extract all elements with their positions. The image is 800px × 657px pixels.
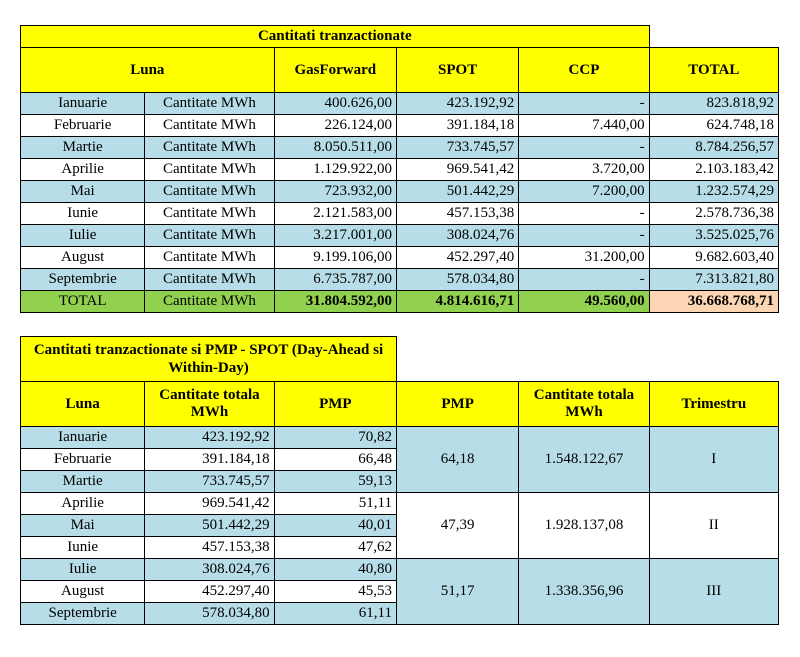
table-row [21, 181, 779, 203]
total-gasforward: 31.804.592,00 [274, 291, 396, 313]
unit-cell: Cantitate MWh [145, 225, 274, 247]
total-label: TOTAL [21, 291, 145, 313]
month-cell: Februarie [21, 449, 145, 471]
month-cell: Mai [21, 181, 145, 203]
gasforward-cell: 400.626,00 [274, 93, 396, 115]
pmp-cell: 61,11 [274, 603, 396, 625]
qty-cell: 457.153,38 [145, 537, 274, 559]
quarter-qty-cell: 1.338.356,96 [519, 559, 649, 625]
ccp-cell: - [519, 269, 649, 291]
month-cell: Martie [21, 471, 145, 493]
unit-cell: Cantitate MWh [145, 203, 274, 225]
quarter-qty-cell: 1.928.137,08 [519, 493, 649, 559]
header2-pmp: PMP [274, 382, 396, 427]
gasforward-cell: 226.124,00 [274, 115, 396, 137]
gasforward-cell: 6.735.787,00 [274, 269, 396, 291]
table-row [21, 427, 779, 449]
pmp-cell: 40,01 [274, 515, 396, 537]
pmp-cell: 47,62 [274, 537, 396, 559]
table-cantitati-tranzactionate [20, 25, 779, 313]
header2-cantitate-quarter: Cantitate totala MWh [519, 382, 649, 427]
spot-cell: 391.184,18 [396, 115, 518, 137]
table-row [21, 225, 779, 247]
pmp-cell: 70,82 [274, 427, 396, 449]
table1-title: Cantitati tranzactionate [21, 26, 650, 48]
table-row [21, 159, 779, 181]
table-row [21, 247, 779, 269]
total-cell: 823.818,92 [649, 93, 778, 115]
table-row [21, 137, 779, 159]
header2-cantitate: Cantitate totala MWh [145, 382, 274, 427]
unit-cell: Cantitate MWh [145, 137, 274, 159]
spot-cell: 457.153,38 [396, 203, 518, 225]
header-total: TOTAL [649, 48, 778, 93]
spot-cell: 969.541,42 [396, 159, 518, 181]
month-cell: Aprilie [21, 493, 145, 515]
qty-cell: 423.192,92 [145, 427, 274, 449]
pmp-cell: 40,80 [274, 559, 396, 581]
spot-cell: 578.034,80 [396, 269, 518, 291]
total-cell: 2.103.183,42 [649, 159, 778, 181]
month-cell: August [21, 581, 145, 603]
header-gasforward: GasForward [274, 48, 396, 93]
header-ccp: CCP [519, 48, 649, 93]
total-cell: 624.748,18 [649, 115, 778, 137]
quarter-pmp-cell: 51,17 [396, 559, 518, 625]
ccp-cell: - [519, 203, 649, 225]
spot-cell: 733.745,57 [396, 137, 518, 159]
header2-trimestru: Trimestru [649, 382, 778, 427]
quarter-label-cell: I [649, 427, 778, 493]
spot-cell: 452.297,40 [396, 247, 518, 269]
month-cell: Iunie [21, 537, 145, 559]
month-cell: Iulie [21, 559, 145, 581]
pmp-cell: 59,13 [274, 471, 396, 493]
total-total: 36.668.768,71 [649, 291, 778, 313]
total-cell: 2.578.736,38 [649, 203, 778, 225]
total-cell: 3.525.025,76 [649, 225, 778, 247]
qty-cell: 733.745,57 [145, 471, 274, 493]
gasforward-cell: 8.050.511,00 [274, 137, 396, 159]
table-row [21, 203, 779, 225]
ccp-cell: 7.200,00 [519, 181, 649, 203]
header-spot: SPOT [396, 48, 518, 93]
pmp-cell: 51,11 [274, 493, 396, 515]
quarter-pmp-cell: 47,39 [396, 493, 518, 559]
header2-luna: Luna [21, 382, 145, 427]
qty-cell: 969.541,42 [145, 493, 274, 515]
total-row [21, 291, 779, 313]
month-cell: Septembrie [21, 269, 145, 291]
table-row [21, 559, 779, 581]
total-cell: 9.682.603,40 [649, 247, 778, 269]
unit-cell: Cantitate MWh [145, 93, 274, 115]
month-cell: Ianuarie [21, 427, 145, 449]
month-cell: August [21, 247, 145, 269]
unit-cell: Cantitate MWh [145, 115, 274, 137]
month-cell: Februarie [21, 115, 145, 137]
month-cell: Mai [21, 515, 145, 537]
table-row [21, 493, 779, 515]
month-cell: Martie [21, 137, 145, 159]
spot-cell: 501.442,29 [396, 181, 518, 203]
ccp-cell: - [519, 93, 649, 115]
total-cell: 8.784.256,57 [649, 137, 778, 159]
total-spot: 4.814.616,71 [396, 291, 518, 313]
table-pmp-spot [20, 336, 779, 625]
total-cell: 7.313.821,80 [649, 269, 778, 291]
ccp-cell: - [519, 225, 649, 247]
quarter-qty-cell: 1.548.122,67 [519, 427, 649, 493]
month-cell: Septembrie [21, 603, 145, 625]
month-cell: Iunie [21, 203, 145, 225]
quarter-label-cell: II [649, 493, 778, 559]
unit-cell: Cantitate MWh [145, 247, 274, 269]
gasforward-cell: 1.129.922,00 [274, 159, 396, 181]
table-row [21, 115, 779, 137]
pmp-cell: 45,53 [274, 581, 396, 603]
qty-cell: 578.034,80 [145, 603, 274, 625]
gasforward-cell: 2.121.583,00 [274, 203, 396, 225]
month-cell: Iulie [21, 225, 145, 247]
ccp-cell: 3.720,00 [519, 159, 649, 181]
table-row [21, 269, 779, 291]
table-row [21, 93, 779, 115]
total-unit: Cantitate MWh [145, 291, 274, 313]
pmp-cell: 66,48 [274, 449, 396, 471]
month-cell: Ianuarie [21, 93, 145, 115]
gasforward-cell: 723.932,00 [274, 181, 396, 203]
total-ccp: 49.560,00 [519, 291, 649, 313]
qty-cell: 452.297,40 [145, 581, 274, 603]
month-cell: Aprilie [21, 159, 145, 181]
unit-cell: Cantitate MWh [145, 269, 274, 291]
spot-cell: 308.024,76 [396, 225, 518, 247]
qty-cell: 391.184,18 [145, 449, 274, 471]
gasforward-cell: 9.199.106,00 [274, 247, 396, 269]
header-luna: Luna [21, 48, 275, 93]
qty-cell: 308.024,76 [145, 559, 274, 581]
header2-pmp-quarter: PMP [396, 382, 518, 427]
ccp-cell: 7.440,00 [519, 115, 649, 137]
total-cell: 1.232.574,29 [649, 181, 778, 203]
table2-title: Cantitati tranzactionate si PMP - SPOT (Day-Ahead si Within-Day) [21, 337, 397, 382]
qty-cell: 501.442,29 [145, 515, 274, 537]
unit-cell: Cantitate MWh [145, 159, 274, 181]
unit-cell: Cantitate MWh [145, 181, 274, 203]
ccp-cell: 31.200,00 [519, 247, 649, 269]
spot-cell: 423.192,92 [396, 93, 518, 115]
ccp-cell: - [519, 137, 649, 159]
quarter-label-cell: III [649, 559, 778, 625]
quarter-pmp-cell: 64,18 [396, 427, 518, 493]
gasforward-cell: 3.217.001,00 [274, 225, 396, 247]
